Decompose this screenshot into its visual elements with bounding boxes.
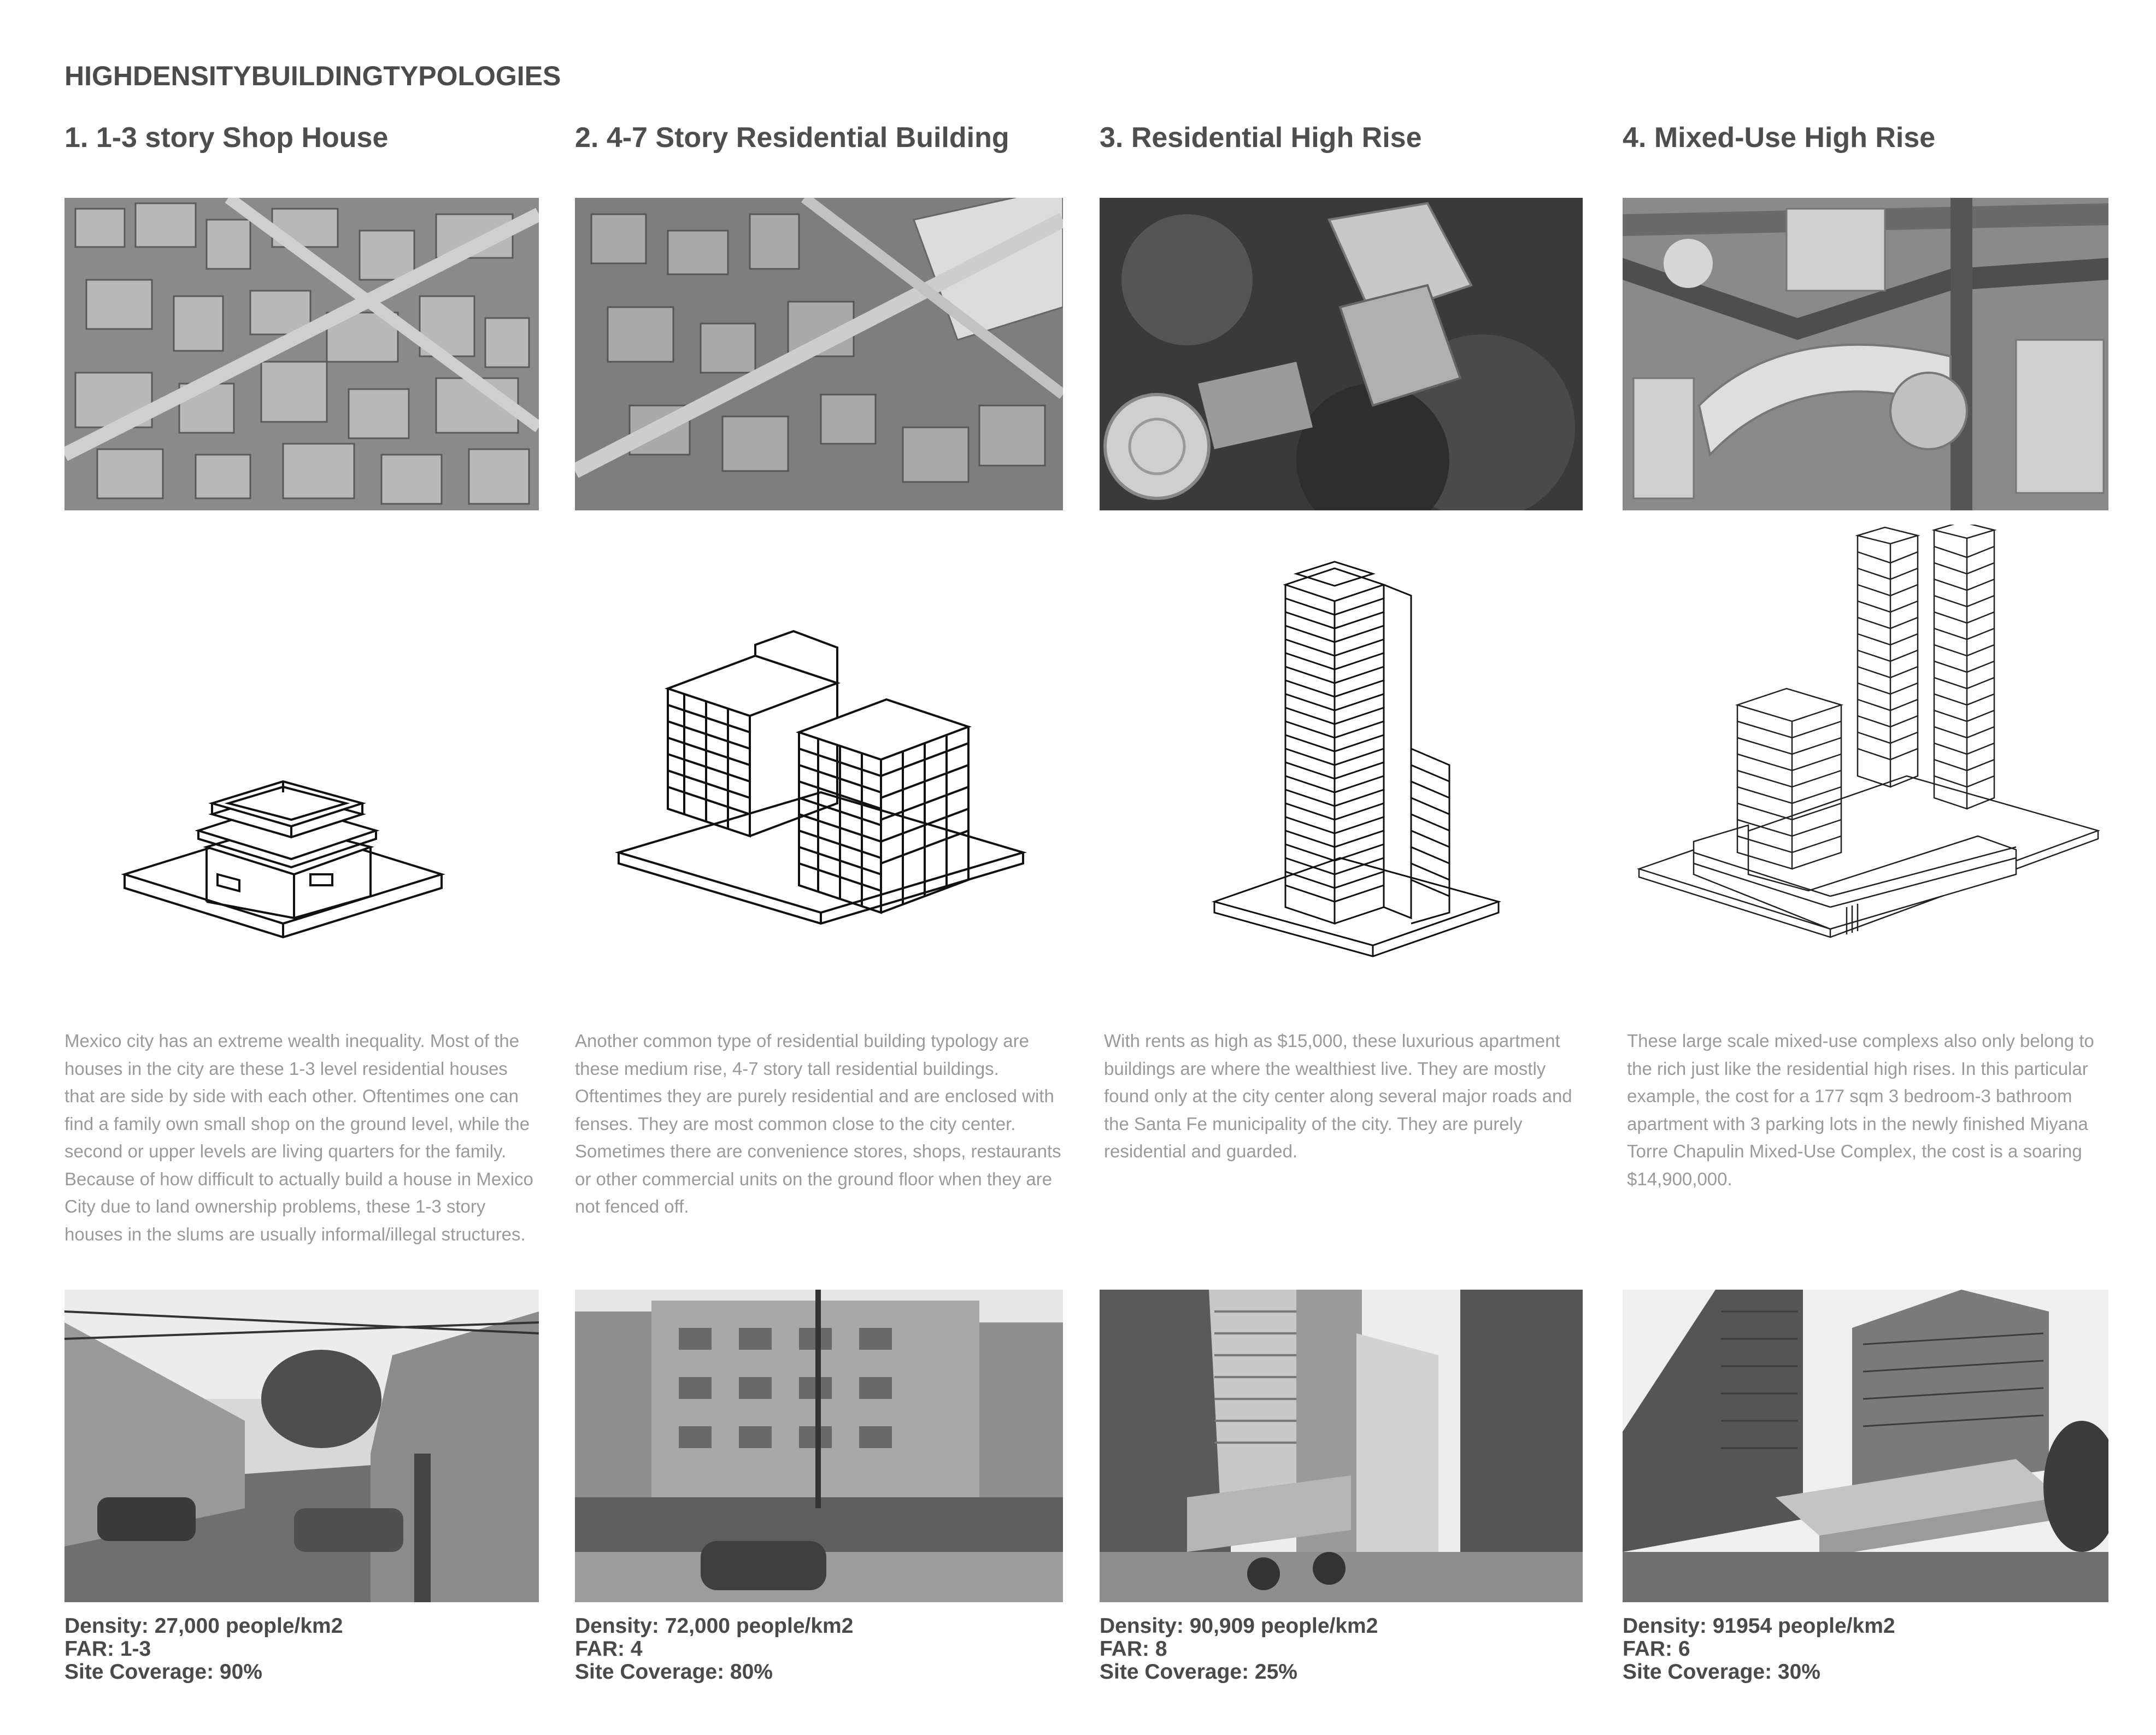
site-coverage-stat: Site Coverage: 80% bbox=[575, 1660, 773, 1684]
typology-heading: 3. Residential High Rise bbox=[1100, 122, 1422, 154]
typology-description: With rents as high as $15,000, these luxurious apartment buildings are where the wealthiest live. They are mostly found only at the city center along several major roads and the Santa Fe municipality of the city. They are purely residential and guarded. bbox=[1104, 1031, 1572, 1161]
far-stat: FAR: 1-3 bbox=[64, 1637, 151, 1661]
site-coverage-stat: Site Coverage: 25% bbox=[1100, 1660, 1297, 1684]
far-stat: FAR: 6 bbox=[1623, 1637, 1690, 1661]
typology-description: Mexico city has an extreme wealth inequality. Most of the houses in the city are these 1-3 level residential houses that are side by side with each other. Oftentimes one can find a family own small shop on the ground level, while the second or upper levels are living quarters for the family. Because of how difficult to actually build a house in Mexico City due to land ownership problems, these 1-3 story houses in the slums are usually informal/illegal structures. bbox=[64, 1031, 533, 1244]
typology-heading: 1. 1-3 story Shop House bbox=[64, 122, 389, 154]
typology-description: Another common type of residential building typology are these medium rise, 4-7 story tall residential buildings. Oftentimes they are purely residential and are enclosed with fenses. They are most common close to the city center. Sometimes there are convenience stores, shops, restaurants or other commercial units on the ground floor when they are not fenced off. bbox=[575, 1031, 1061, 1216]
site-coverage-stat: Site Coverage: 90% bbox=[64, 1660, 262, 1684]
far-stat: FAR: 4 bbox=[575, 1637, 643, 1661]
typology-column-2 bbox=[575, 0, 1063, 1735]
aerial-photo bbox=[64, 198, 539, 510]
street-photo bbox=[1100, 1290, 1583, 1602]
typology-description: These large scale mixed-use complexs also only belong to the rich just like the residential high rises. In this particular example, the cost for a 177 sqm 3 bedroom-3 bathroom apartment with 3 parking lots in the newly finished Miyana Torre Chapulin Mixed-Use Complex, the cost is a soaring $14,900,000. bbox=[1627, 1031, 2094, 1189]
density-stat: Density: 91954 people/km2 bbox=[1623, 1614, 1895, 1638]
density-stat: Density: 27,000 people/km2 bbox=[64, 1614, 343, 1638]
typology-column-1 bbox=[64, 0, 539, 1735]
typology-stats bbox=[575, 1615, 853, 1684]
page-title: HIGHDENSITYBUILDINGTYPOLOGIES bbox=[64, 61, 561, 91]
typology-heading: 2. 4-7 Story Residential Building bbox=[575, 122, 1009, 154]
density-stat: Density: 90,909 people/km2 bbox=[1100, 1614, 1378, 1638]
site-coverage-stat: Site Coverage: 30% bbox=[1623, 1660, 1820, 1684]
axonometric-drawing bbox=[1623, 525, 2108, 1005]
typology-stats bbox=[1623, 1615, 1895, 1684]
axonometric-drawing bbox=[64, 525, 539, 1005]
axonometric-drawing bbox=[575, 525, 1063, 1005]
street-photo bbox=[64, 1290, 539, 1602]
aerial-photo bbox=[1100, 198, 1583, 510]
far-stat: FAR: 8 bbox=[1100, 1637, 1167, 1661]
axonometric-drawing bbox=[1100, 525, 1583, 1005]
street-photo bbox=[1623, 1290, 2108, 1602]
typology-heading: 4. Mixed-Use High Rise bbox=[1623, 122, 1936, 154]
aerial-photo bbox=[575, 198, 1063, 510]
aerial-photo bbox=[1623, 198, 2108, 510]
typology-column-4 bbox=[1623, 0, 2108, 1735]
density-stat: Density: 72,000 people/km2 bbox=[575, 1614, 854, 1638]
typology-stats bbox=[1100, 1615, 1378, 1684]
typology-column-3 bbox=[1100, 0, 1583, 1735]
street-photo bbox=[575, 1290, 1063, 1602]
typology-stats bbox=[64, 1615, 343, 1684]
